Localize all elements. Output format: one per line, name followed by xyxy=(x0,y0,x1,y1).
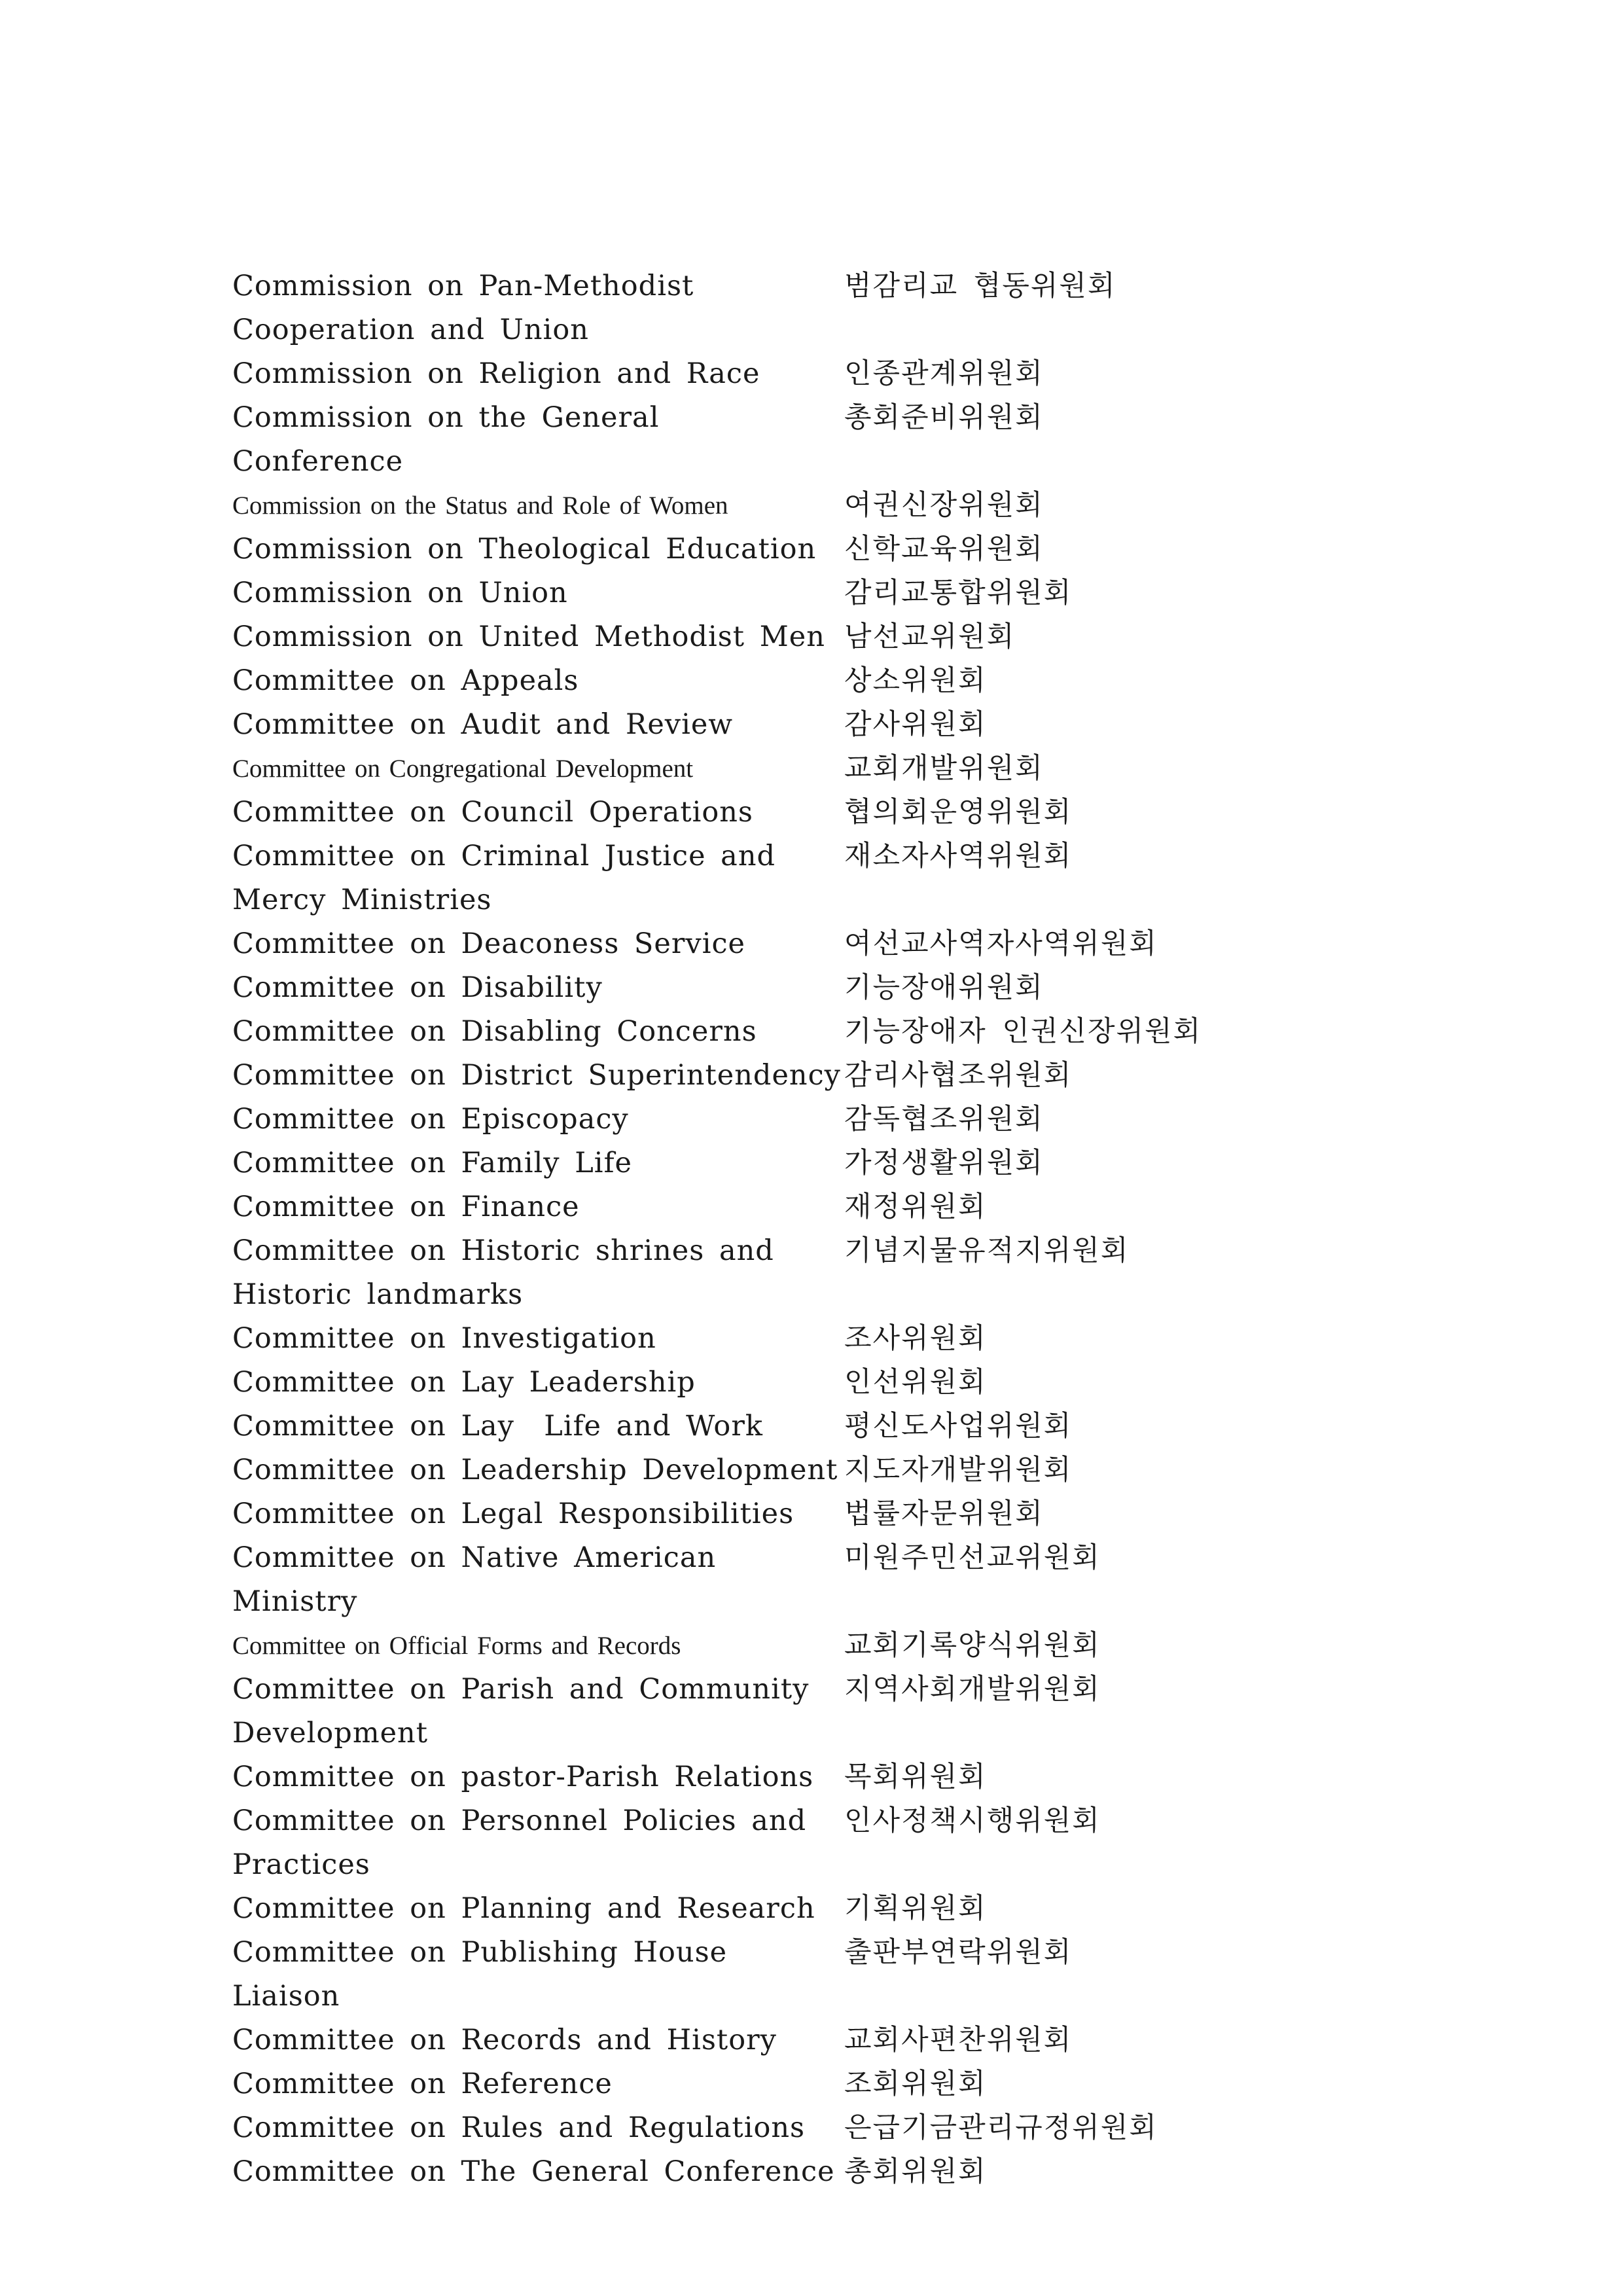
english-term: Committee on Historic shrines and Historic landmarks xyxy=(232,1234,774,1311)
korean-term: 출판부연락위원회 xyxy=(844,1936,1073,1969)
korean-term: 조사위원회 xyxy=(844,1322,987,1355)
glossary-entry xyxy=(232,1185,1410,1229)
english-term: Commission on United Methodist Men xyxy=(232,620,825,653)
english-term: Committee on Rules and Regulations xyxy=(232,2111,806,2144)
korean-term: 인선위원회 xyxy=(844,1366,987,1399)
korean-term: 은급기금관리규정위원회 xyxy=(844,2111,1158,2144)
english-term: Committee on Native American Ministry xyxy=(232,1541,717,1618)
glossary-entry xyxy=(232,1931,1410,2018)
english-term: Committee on District Superintendency xyxy=(232,1059,841,1092)
glossary-entry xyxy=(232,528,1410,571)
korean-term: 협의회운영위원회 xyxy=(844,796,1073,829)
korean-term: 감독협조위원회 xyxy=(844,1103,1044,1136)
glossary-entry xyxy=(232,1405,1410,1448)
glossary-entry xyxy=(232,922,1410,966)
glossary-entry xyxy=(232,2150,1410,2194)
english-term: Committee on The General Conference xyxy=(232,2155,835,2188)
english-term: Committee on Legal Responsibilities xyxy=(232,1498,794,1530)
korean-term: 기념지물유적지위원회 xyxy=(844,1234,1130,1267)
glossary-entry xyxy=(232,1229,1410,1317)
korean-term: 감리사협조위원회 xyxy=(844,1059,1073,1092)
glossary-entry xyxy=(232,747,1410,791)
korean-term: 감리교통합위원회 xyxy=(844,577,1073,609)
english-term: Commission on Union xyxy=(232,577,568,609)
english-term: Commission on Theological Education xyxy=(232,533,817,565)
korean-term: 미원주민선교위원회 xyxy=(844,1541,1101,1574)
english-term: Commission on Religion and Race xyxy=(232,357,760,390)
glossary-entry xyxy=(232,1536,1410,1624)
glossary-entry xyxy=(232,1799,1410,1887)
glossary-entry xyxy=(232,1492,1410,1536)
korean-term: 지도자개발위원회 xyxy=(844,1454,1073,1486)
korean-term: 조회위원회 xyxy=(844,2068,987,2100)
glossary-entry xyxy=(232,571,1410,615)
glossary-entry xyxy=(232,1141,1410,1185)
english-term: Committee on Appeals xyxy=(232,664,579,697)
korean-term: 목회위원회 xyxy=(844,1761,987,1793)
korean-term: 기능장애위원회 xyxy=(844,971,1044,1004)
glossary-entry xyxy=(232,1098,1410,1141)
english-term: Committee on Official Forms and Records xyxy=(232,1632,681,1660)
glossary-entry xyxy=(232,703,1410,747)
english-term: Committee on Episcopacy xyxy=(232,1103,629,1136)
english-term: Committee on Investigation xyxy=(232,1322,656,1355)
english-term: Committee on Publishing House Liaison xyxy=(232,1936,728,2013)
english-term: Committee on Audit and Review xyxy=(232,708,734,741)
korean-term: 교회사편찬위원회 xyxy=(844,2024,1073,2056)
korean-term: 남선교위원회 xyxy=(844,620,1016,653)
glossary-entry xyxy=(232,2106,1410,2150)
english-term: Commission on the General Conference xyxy=(232,401,660,478)
glossary-entry xyxy=(232,484,1410,528)
english-term: Committee on Leadership Development xyxy=(232,1454,838,1486)
english-term: Committee on Criminal Justice and Mercy Ministries xyxy=(232,840,776,916)
korean-term: 인사정책시행위원회 xyxy=(844,1804,1101,1837)
korean-term: 교회개발위원회 xyxy=(844,752,1044,785)
glossary-entry xyxy=(232,1668,1410,1755)
english-term: Committee on Disabling Concerns xyxy=(232,1015,757,1048)
korean-term: 여선교사역자사역위원회 xyxy=(844,927,1158,960)
korean-term: 기능장애자 인권신장위원회 xyxy=(844,1015,1202,1048)
glossary-entry xyxy=(232,2062,1410,2106)
english-term: Committee on Congregational Development xyxy=(232,755,694,783)
glossary-entry xyxy=(232,1317,1410,1361)
glossary-entry xyxy=(232,659,1410,703)
english-term: Committee on Lay Leadership xyxy=(232,1366,696,1399)
committee-glossary-list xyxy=(232,264,1410,2194)
korean-term: 범감리교 협동위원회 xyxy=(844,270,1116,302)
english-term: Committee on Finance xyxy=(232,1191,580,1223)
korean-term: 인종관계위원회 xyxy=(844,357,1044,390)
korean-term: 지역사회개발위원회 xyxy=(844,1673,1101,1706)
korean-term: 교회기록양식위원회 xyxy=(844,1629,1101,1662)
glossary-entry xyxy=(232,966,1410,1010)
english-term: Commission on the Status and Role of Women xyxy=(232,492,728,520)
glossary-entry xyxy=(232,1054,1410,1098)
glossary-entry xyxy=(232,834,1410,922)
korean-term: 기획위원회 xyxy=(844,1892,987,1925)
glossary-entry xyxy=(232,396,1410,484)
english-term: Committee on Deaconess Service xyxy=(232,927,745,960)
glossary-entry xyxy=(232,1361,1410,1405)
english-term: Committee on Lay Life and Work xyxy=(232,1410,763,1443)
glossary-entry xyxy=(232,1010,1410,1054)
glossary-entry xyxy=(232,615,1410,659)
korean-term: 법률자문위원회 xyxy=(844,1498,1044,1530)
glossary-entry xyxy=(232,2018,1410,2062)
english-term: Committee on Council Operations xyxy=(232,796,753,829)
korean-term: 재소자사역위원회 xyxy=(844,840,1073,872)
glossary-entry xyxy=(232,1755,1410,1799)
glossary-entry xyxy=(232,352,1410,396)
english-term: Committee on Planning and Research xyxy=(232,1892,815,1925)
english-term: Committee on Personnel Policies and Practices xyxy=(232,1804,807,1881)
korean-term: 신학교육위원회 xyxy=(844,533,1044,565)
glossary-entry xyxy=(232,264,1410,352)
english-term: Commission on Pan-Methodist Cooperation and Union xyxy=(232,270,694,346)
korean-term: 총회준비위원회 xyxy=(844,401,1044,434)
korean-term: 총회위원회 xyxy=(844,2155,987,2188)
korean-term: 가정생활위원회 xyxy=(844,1147,1044,1179)
glossary-entry xyxy=(232,1624,1410,1668)
glossary-entry xyxy=(232,1448,1410,1492)
english-term: Committee on pastor-Parish Relations xyxy=(232,1761,814,1793)
english-term: Committee on Family Life xyxy=(232,1147,632,1179)
korean-term: 상소위원회 xyxy=(844,664,987,697)
english-term: Committee on Reference xyxy=(232,2068,613,2100)
english-term: Committee on Records and History xyxy=(232,2024,777,2056)
english-term: Committee on Disability xyxy=(232,971,603,1004)
glossary-entry xyxy=(232,1887,1410,1931)
korean-term: 감사위원회 xyxy=(844,708,987,741)
korean-term: 여권신장위원회 xyxy=(844,489,1044,522)
korean-term: 평신도사업위원회 xyxy=(844,1410,1073,1443)
glossary-entry xyxy=(232,791,1410,834)
korean-term: 재정위원회 xyxy=(844,1191,987,1223)
english-term: Committee on Parish and Community Development xyxy=(232,1673,810,1749)
